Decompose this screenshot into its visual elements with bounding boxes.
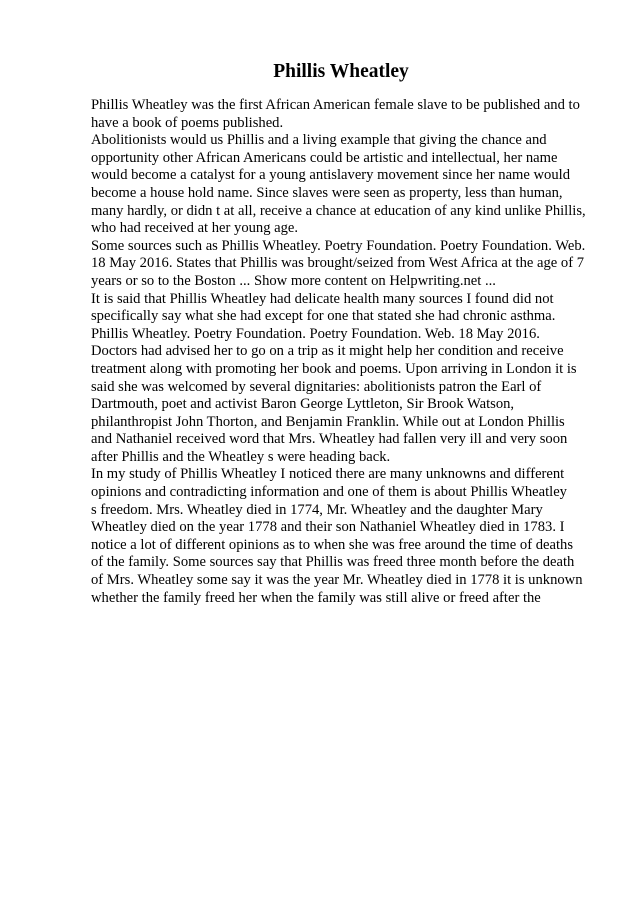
page-title: Phillis Wheatley	[273, 61, 409, 82]
text-line: Abolitionists would us Phillis and a living example that giving the chance and	[91, 132, 547, 149]
text-line: 18 May 2016. States that Phillis was brought/seized from West Africa at the age of 7	[91, 255, 585, 272]
text-line: of Mrs. Wheatley some say it was the year Mr. Wheatley died in 1778 it is unknown	[91, 572, 583, 589]
text-line: It is said that Phillis Wheatley had delicate health many sources I found did not	[91, 290, 554, 307]
text-line: Phillis Wheatley. Poetry Foundation. Poetry Foundation. Web. 18 May 2016.	[91, 325, 540, 342]
text-line: notice a lot of different opinions as to when she was free around the time of deaths	[91, 536, 573, 553]
text-line: philanthropist John Thorton, and Benjamin Franklin. While out at London Phillis	[91, 413, 565, 430]
text-line: said she was welcomed by several dignitaries: abolitionists patron the Earl of	[91, 378, 542, 395]
text-line: In my study of Phillis Wheatley I noticed there are many unknowns and different	[91, 466, 565, 483]
text-line: Some sources such as Phillis Wheatley. Poetry Foundation. Poetry Foundation. Web.	[91, 237, 586, 254]
text-line: Doctors had advised her to go on a trip as it might help her condition and receive	[91, 343, 564, 360]
text-line: opportunity other African Americans could be artistic and intellectual, her name	[91, 149, 558, 166]
text-line: become a house hold name. Since slaves were seen as property, less than human,	[91, 184, 563, 201]
text-line: many hardly, or didn t at all, receive a chance at education of any kind unlike Phillis,	[91, 202, 586, 219]
text-line: specifically say what she had except for one that stated she had chronic asthma.	[91, 308, 556, 325]
text-line: who had received at her young age.	[91, 220, 299, 237]
text-line: treatment along with promoting her book and poems. Upon arriving in London it is	[91, 360, 577, 377]
text-line: years or so to the Boston ... Show more content on Helpwriting.net ...	[91, 272, 496, 289]
text-line: opinions and contradicting information and one of them is about Phillis Wheatley	[91, 484, 567, 501]
text-line: s freedom. Mrs. Wheatley died in 1774, Mr. Wheatley and the daughter Mary	[91, 501, 543, 518]
text-line: Wheatley died on the year 1778 and their son Nathaniel Wheatley died in 1783. I	[91, 519, 565, 536]
text-line: have a book of poems published.	[91, 114, 284, 131]
text-line: would become a catalyst for a young antislavery movement since her name would	[91, 167, 571, 184]
text-line: and Nathaniel received word that Mrs. Wheatley had fallen very ill and very soon	[91, 431, 568, 448]
text-line: of the family. Some sources say that Phillis was freed three month before the death	[91, 554, 575, 571]
text-line: after Phillis and the Wheatley s were heading back.	[91, 448, 391, 465]
text-line: Phillis Wheatley was the first African American female slave to be published and to	[91, 97, 580, 113]
text-line: whether the family freed her when the family was still alive or freed after the	[91, 589, 541, 606]
document-body	[91, 97, 601, 607]
text-line: Dartmouth, poet and activist Baron George Lyttleton, Sir Brook Watson,	[91, 396, 515, 413]
